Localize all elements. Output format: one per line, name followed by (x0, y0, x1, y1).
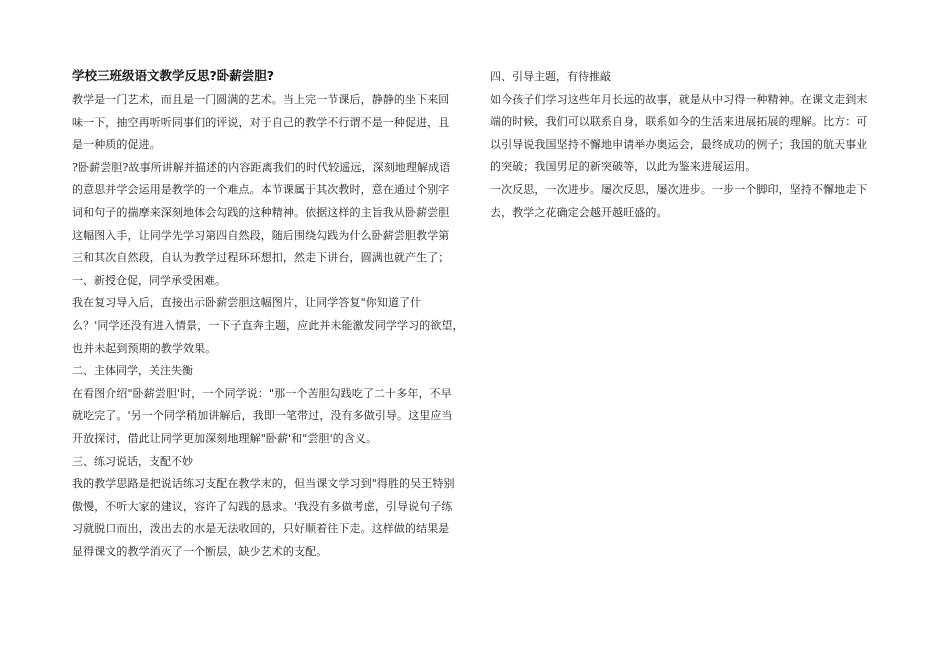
text-line: 在看图介绍"卧薪尝胆'时，一个同学说："那一个苦胆勾践吃了二十多年，不早 (72, 386, 452, 400)
text-line: 也并未起到预期的教学效果。 (72, 341, 217, 355)
text-line: 是一种质的促进。 (72, 138, 161, 152)
text-line: 开放探讨，借此让同学更加深刻地理解"卧薪'和"尝胆'的含义。 (72, 431, 378, 445)
text-line: 傲慢，不听大家的建议，容许了勾践的恳求。'我没有多做考虑，引导说句子练 (72, 499, 453, 513)
text-line: 显得课文的教学消灭了一个断层，缺少艺术的支配。 (72, 544, 328, 558)
text-line: ?卧薪尝胆?故事所讲解并描述的内容距离我们的时代较遥远，深刻地理解成语 (72, 160, 451, 174)
text-line: 一次反思，一次进步。屡次反思，屡次进步。一步一个脚印，坚持不懈地走下 (490, 182, 868, 196)
text-line: 三和其次自然段，自认为教学过程环环想扣，然走下讲台，圆满也就产生了； (72, 251, 450, 265)
text-line: 教学是一门艺术，而且是一门圆满的艺术。当上完一节课后，静静的坐下来回 (72, 93, 450, 106)
text-line: 这幅图入手，让同学先学习第四自然段，随后围绕勾践为什么卧薪尝胆教学第 (72, 228, 450, 242)
text-line: 就吃完了。'另一个同学稍加讲解后，我即一笔带过，没有多做引导。这里应当 (72, 409, 453, 423)
text-line: 端的时候，我们可以联系自身，联系如今的生活来进展拓展的理解。比方：可 (490, 115, 868, 129)
section-heading: 一、新授仓促，同学承受困难。 (72, 273, 226, 287)
text-line: 以引导说我国坚持不懈地申请举办奥运会，最终成功的例子；我国的航天事业 (490, 137, 868, 151)
right-column (490, 66, 880, 224)
document-title: 学校三班级语文教学反思?卧薪尝胆? (72, 68, 275, 83)
section-heading: 三、练习说话，支配不妙 (72, 454, 193, 468)
text-line: 么？'同学还没有进入情景，一下子直奔主题，应此并未能激发同学学习的欲望， (72, 318, 464, 332)
text-line: 如今孩子们学习这些年月长远的故事，就是从中习得一种精神。在课文走到末 (490, 92, 868, 106)
left-column (72, 66, 472, 563)
section-heading: 四、引导主题，有待推敲 (490, 70, 611, 83)
section-heading: 二、主体同学，关注失衡 (72, 364, 193, 378)
text-line: 去，教学之花确定会越开越旺盛的。 (490, 205, 668, 219)
text-line: 词和句子的揣摩来深刻地体会勾践的这种精神。依据这样的主旨我从卧薪尝胆 (72, 205, 450, 219)
text-line: 味一下，抽空再听听同事们的评说，对于自己的教学不行谓不是一种促进，且 (72, 115, 450, 129)
text-line: 的意思并学会运用是教学的一个难点。本节课属于其次教时，意在通过个别字 (72, 183, 450, 197)
text-line: 我的教学思路是把说话练习支配在教学末的，但当课文学习到"得胜的吴王特别 (72, 477, 455, 491)
text-line: 我在复习导入后，直接出示卧薪尝胆这幅图片，让同学答复"你知道了什 (72, 296, 422, 310)
text-line: 习就脱口而出，泼出去的水是无法收回的，只好顺着往下走。这样做的结果是 (72, 522, 450, 536)
text-line: 的突破；我国男足的新突破等，以此为鉴来进展运用。 (490, 160, 757, 174)
